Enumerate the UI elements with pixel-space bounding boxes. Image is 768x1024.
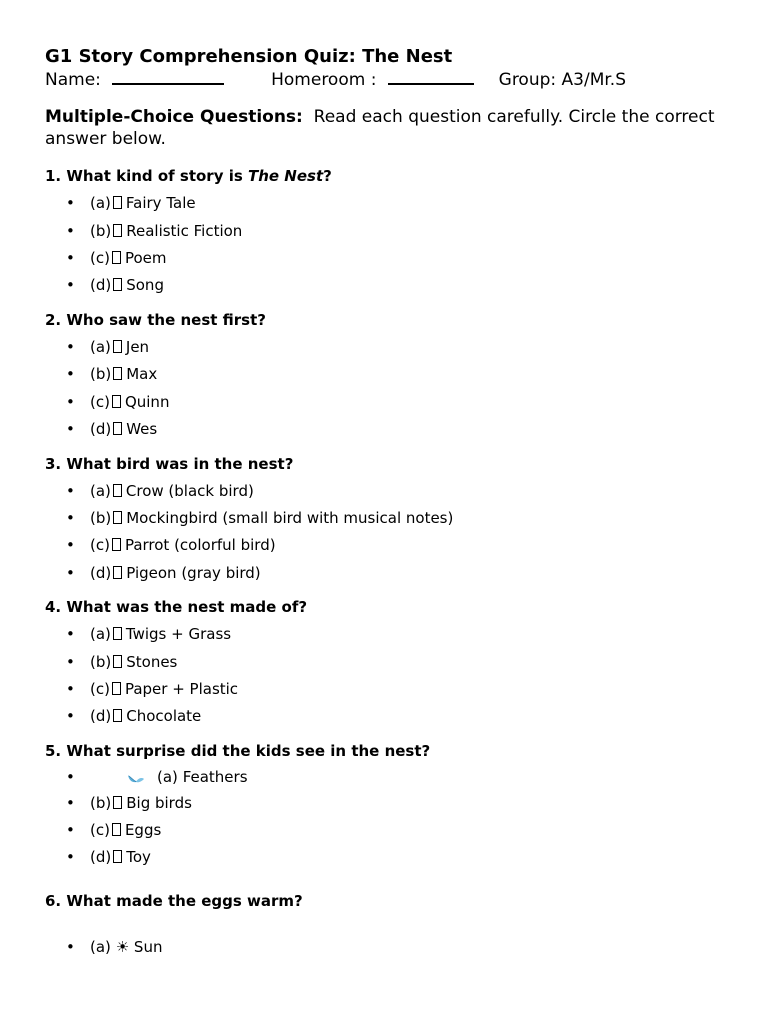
checkbox-icon[interactable] [113,850,122,863]
question-1 [45,166,332,186]
bullet-icon: • [66,194,75,212]
checkbox-icon[interactable] [113,655,122,668]
checkbox-icon[interactable] [112,538,121,551]
bullet-icon: • [66,420,75,438]
option-letter: (a) [157,768,178,786]
checkbox-icon[interactable] [113,796,122,809]
option-text: Toy [126,848,151,866]
instructions-heading: Multiple-Choice Questions: [45,107,303,127]
question-1-mark: ? [323,167,332,185]
option-letter: (a) [90,625,111,643]
option-letter: (d) [90,848,112,866]
option-letter: (c) [90,821,110,839]
checkbox-icon[interactable] [113,709,122,722]
option-text: Fairy Tale [125,194,196,212]
option-text: Max [126,365,158,383]
homeroom-blank[interactable] [388,67,474,85]
option-text: Chocolate [126,707,202,725]
checkbox-icon[interactable] [113,484,122,497]
option-letter: (b) [90,509,112,527]
story-title: The Nest [248,167,324,185]
option-text: Feathers [182,768,248,786]
instructions [45,106,725,150]
bullet-icon: • [66,794,75,812]
feather-icon [125,769,145,785]
option-text: Mockingbird (small bird with musical notes) [126,509,454,527]
bullet-icon: • [66,680,75,698]
option-text: Song [126,276,164,294]
bullet-icon: • [66,482,75,500]
option-letter: (c) [90,249,110,267]
bullet-icon: • [66,276,75,294]
bullet-icon: • [66,338,75,356]
option-text: Realistic Fiction [126,222,243,240]
sun-icon: ☀ [115,938,130,956]
checkbox-icon[interactable] [113,566,122,579]
name-blank[interactable] [112,67,224,85]
option-letter: (a) [90,938,111,956]
question-2: 2. Who saw the nest first? [45,311,266,329]
bullet-icon: • [66,707,75,725]
option-letter: (a) [90,194,111,212]
page-title: G1 Story Comprehension Quiz: The Nest [45,46,453,67]
question-1-text: 1. What kind of story is [45,167,248,185]
checkbox-icon[interactable] [112,395,121,408]
bullet-icon: • [66,821,75,839]
bullet-icon: • [66,938,75,956]
option-letter: (a) [90,338,111,356]
bullet-icon: • [66,509,75,527]
option-text: Crow (black bird) [125,482,254,500]
option-text: Quinn [124,393,170,411]
option-letter: (b) [90,653,112,671]
option-text: Stones [126,653,178,671]
bullet-icon: • [66,564,75,582]
option-text: Jen [125,338,150,356]
option-letter: (b) [90,222,112,240]
checkbox-icon[interactable] [113,511,122,524]
option-letter: (c) [90,680,110,698]
option-text: Paper + Plastic [124,680,239,698]
question-4: 4. What was the nest made of? [45,598,308,616]
checkbox-icon[interactable] [113,367,122,380]
option-text: Twigs + Grass [125,625,232,643]
option-text: Wes [126,420,158,438]
option-letter: (b) [90,794,112,812]
option-letter: (b) [90,365,112,383]
checkbox-icon[interactable] [112,823,121,836]
question-6: 6. What made the eggs warm? [45,892,303,910]
option-text: Pigeon (gray bird) [126,564,261,582]
option-text: Eggs [124,821,162,839]
homeroom-label: Homeroom : [271,70,377,90]
bullet-icon: • [66,536,75,554]
option-letter: (a) [90,482,111,500]
option-letter: (d) [90,707,112,725]
option-letter: (d) [90,276,112,294]
bullet-icon: • [66,625,75,643]
checkbox-icon[interactable] [113,340,122,353]
option-letter: (d) [90,420,112,438]
instructions-text: Read each question carefully. Circle the correct answer below. [45,107,715,149]
bullet-icon: • [66,848,75,866]
bullet-icon: • [66,222,75,240]
group-label: Group: A3/Mr.S [498,70,626,90]
question-3: 3. What bird was in the nest? [45,455,294,473]
checkbox-icon[interactable] [113,627,122,640]
option-letter: (c) [90,536,110,554]
bullet-icon: • [66,393,75,411]
checkbox-icon[interactable] [113,278,122,291]
bullet-icon: • [66,653,75,671]
checkbox-icon[interactable] [112,682,121,695]
checkbox-icon[interactable] [113,196,122,209]
option-text: Parrot (colorful bird) [124,536,276,554]
checkbox-icon[interactable] [113,224,122,237]
bullet-icon: • [66,768,75,786]
option-text: Big birds [126,794,192,812]
question-5: 5. What surprise did the kids see in the nest? [45,742,431,760]
checkbox-icon[interactable] [113,422,122,435]
option-text: Sun [133,938,163,956]
student-info-line [45,67,626,91]
bullet-icon: • [66,365,75,383]
name-label: Name: [45,70,101,90]
option-letter: (d) [90,564,112,582]
bullet-icon: • [66,249,75,267]
option-letter: (c) [90,393,110,411]
checkbox-icon[interactable] [112,251,121,264]
option-text: Poem [124,249,167,267]
